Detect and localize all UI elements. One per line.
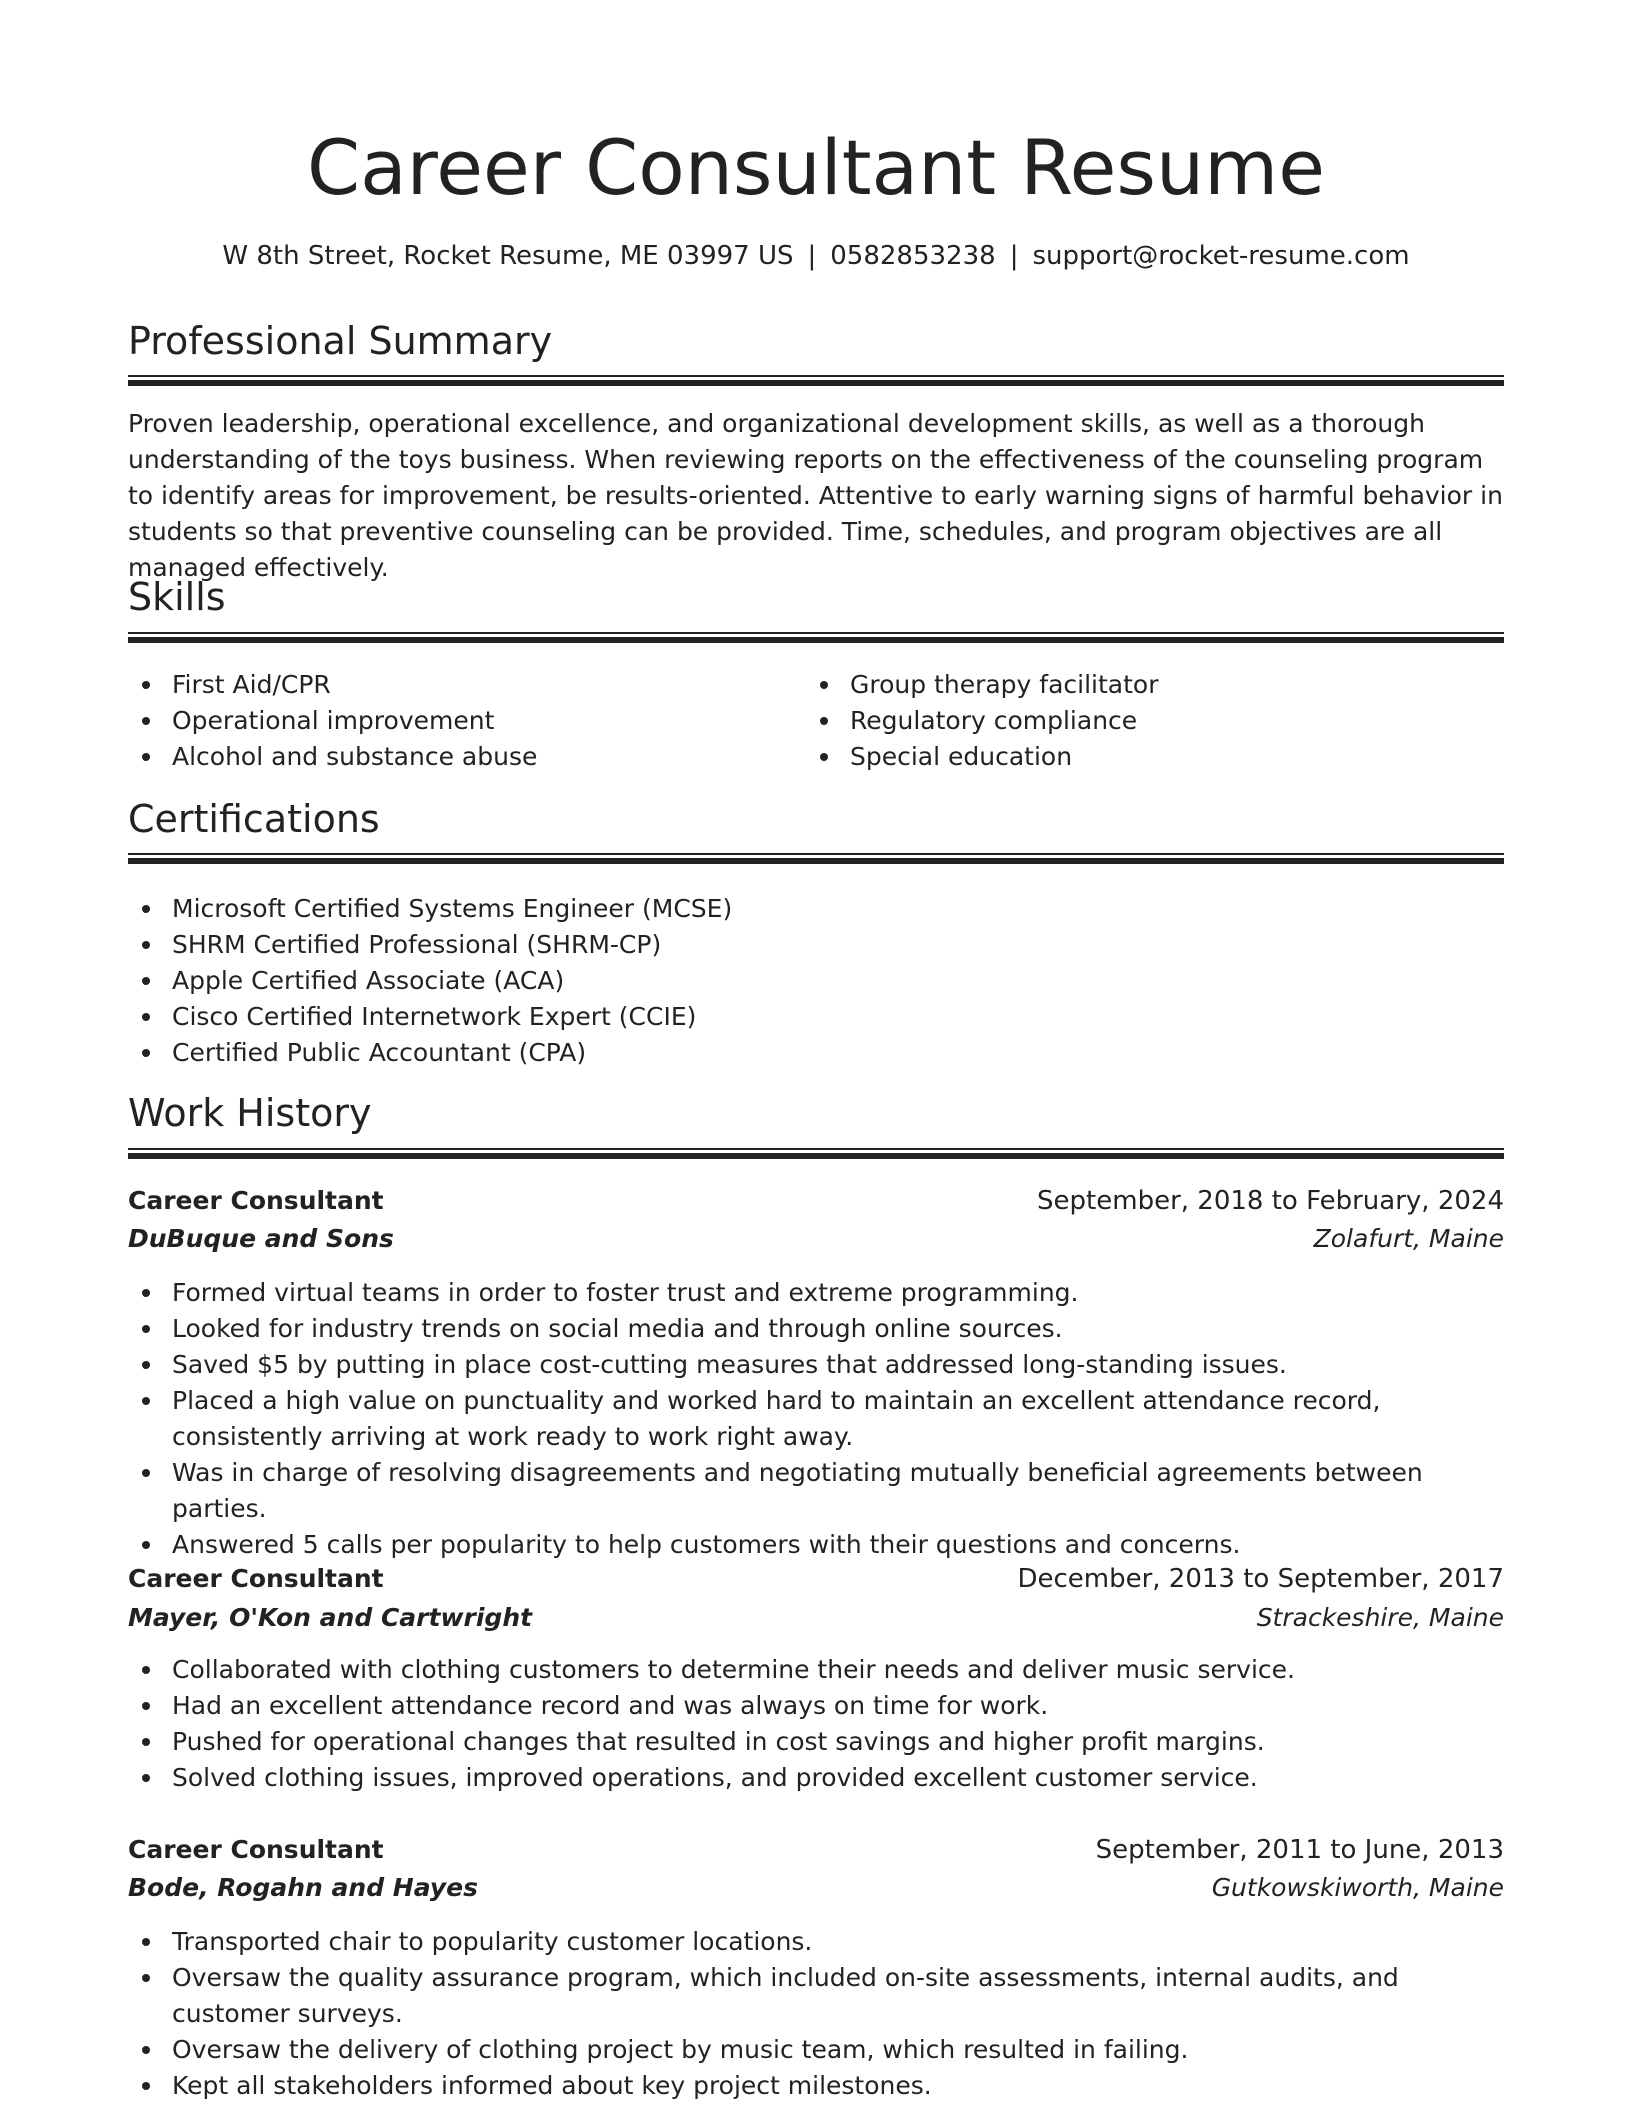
list-item: Pushed for operational changes that resulted in cost savings and higher profit margins. (128, 1724, 1504, 1760)
list-item: Cisco Certified Internetwork Expert (CCIE) (128, 999, 1504, 1035)
job-location: Zolafurt, Maine (1313, 1224, 1504, 1253)
list-item: Had an excellent attendance record and was always on time for work. (128, 1688, 1504, 1724)
section-divider (128, 1148, 1504, 1159)
list-item: Formed virtual teams in order to foster trust and extreme programming. (128, 1275, 1504, 1311)
job-company: Mayer, O'Kon and Cartwright (128, 1603, 533, 1632)
job-dates: September, 2011 to June, 2013 (1095, 1835, 1504, 1865)
section-divider (128, 632, 1504, 643)
resume-title: Career Consultant Resume (307, 123, 1325, 212)
job-dates: December, 2013 to September, 2017 (1017, 1564, 1504, 1594)
section-heading-skills: Skills (128, 575, 226, 619)
job-dates: September, 2018 to February, 2024 (1037, 1186, 1504, 1216)
job-subheader (128, 1221, 1504, 1257)
list-item: Oversaw the quality assurance program, which included on-site assessments, internal audits, and customer surveys. (128, 1960, 1504, 2032)
job-header (128, 1561, 1504, 1597)
job-header (128, 1183, 1504, 1219)
list-item: Operational improvement (128, 703, 768, 739)
job-bullets (128, 1924, 1504, 2104)
list-item: Special education (806, 739, 1506, 775)
job-title: Career Consultant (128, 1186, 384, 1215)
job-location: Gutkowskiworth, Maine (1211, 1873, 1504, 1902)
list-item: Certified Public Accountant (CPA) (128, 1035, 1504, 1071)
job-company: Bode, Rogahn and Hayes (128, 1873, 478, 1902)
job-company: DuBuque and Sons (128, 1224, 394, 1253)
job-title: Career Consultant (128, 1564, 384, 1593)
job-subheader (128, 1870, 1504, 1906)
section-heading-work-history: Work History (128, 1091, 372, 1135)
list-item: Saved $5 by putting in place cost-cutting measures that addressed long-standing issues. (128, 1347, 1504, 1383)
list-item: Group therapy facilitator (806, 667, 1506, 703)
contact-separator: | (1009, 241, 1019, 271)
section-heading-certifications: Certifications (128, 797, 380, 841)
list-item: Oversaw the delivery of clothing project by music team, which resulted in failing. (128, 2032, 1504, 2068)
list-item: Placed a high value on punctuality and worked hard to maintain an excellent attendance record, consistently arriving at work ready to work right away. (128, 1383, 1504, 1455)
skills-list-right (806, 667, 1506, 775)
job-bullets (128, 1652, 1504, 1796)
contact-line (0, 236, 1632, 276)
list-item: Apple Certified Associate (ACA) (128, 963, 1504, 999)
list-item: First Aid/CPR (128, 667, 768, 703)
list-item: Microsoft Certified Systems Engineer (MCSE) (128, 891, 1504, 927)
list-item: Collaborated with clothing customers to determine their needs and deliver music service. (128, 1652, 1504, 1688)
list-item: Alcohol and substance abuse (128, 739, 768, 775)
list-item: Looked for industry trends on social media and through online sources. (128, 1311, 1504, 1347)
section-divider (128, 853, 1504, 864)
contact-email: support@rocket-resume.com (1032, 241, 1410, 271)
section-divider (128, 375, 1504, 386)
contact-address: W 8th Street, Rocket Resume, ME 03997 US (222, 241, 794, 271)
list-item: Answered 5 calls per popularity to help customers with their questions and concerns. (128, 1527, 1504, 1563)
contact-separator: | (807, 241, 817, 271)
job-title: Career Consultant (128, 1835, 384, 1864)
job-bullets (128, 1275, 1504, 1563)
summary-text: Proven leadership, operational excellence, and organizational development skills, as well as a thorough understanding of the toys business. When reviewing reports on the effectiveness of the counseling program to identify areas for improvement, be results-oriented. Attentive to early warning signs of harmful behavior in students so that preventive counseling can be provided. Time, schedules, and program objectives are all managed effectively. (128, 409, 1503, 582)
section-heading-summary: Professional Summary (128, 319, 553, 363)
list-item: Regulatory compliance (806, 703, 1506, 739)
list-item: Was in charge of resolving disagreements and negotiating mutually beneficial agreements between parties. (128, 1455, 1504, 1527)
contact-phone: 0582853238 (830, 241, 996, 271)
job-location: Strackeshire, Maine (1256, 1603, 1504, 1632)
list-item: Transported chair to popularity customer locations. (128, 1924, 1504, 1960)
list-item: Solved clothing issues, improved operations, and provided excellent customer service. (128, 1760, 1504, 1796)
job-subheader (128, 1600, 1504, 1636)
skills-list-left (128, 667, 768, 775)
job-header (128, 1832, 1504, 1868)
list-item: Kept all stakeholders informed about key project milestones. (128, 2068, 1504, 2104)
list-item: SHRM Certified Professional (SHRM-CP) (128, 927, 1504, 963)
certifications-list (128, 891, 1504, 1071)
